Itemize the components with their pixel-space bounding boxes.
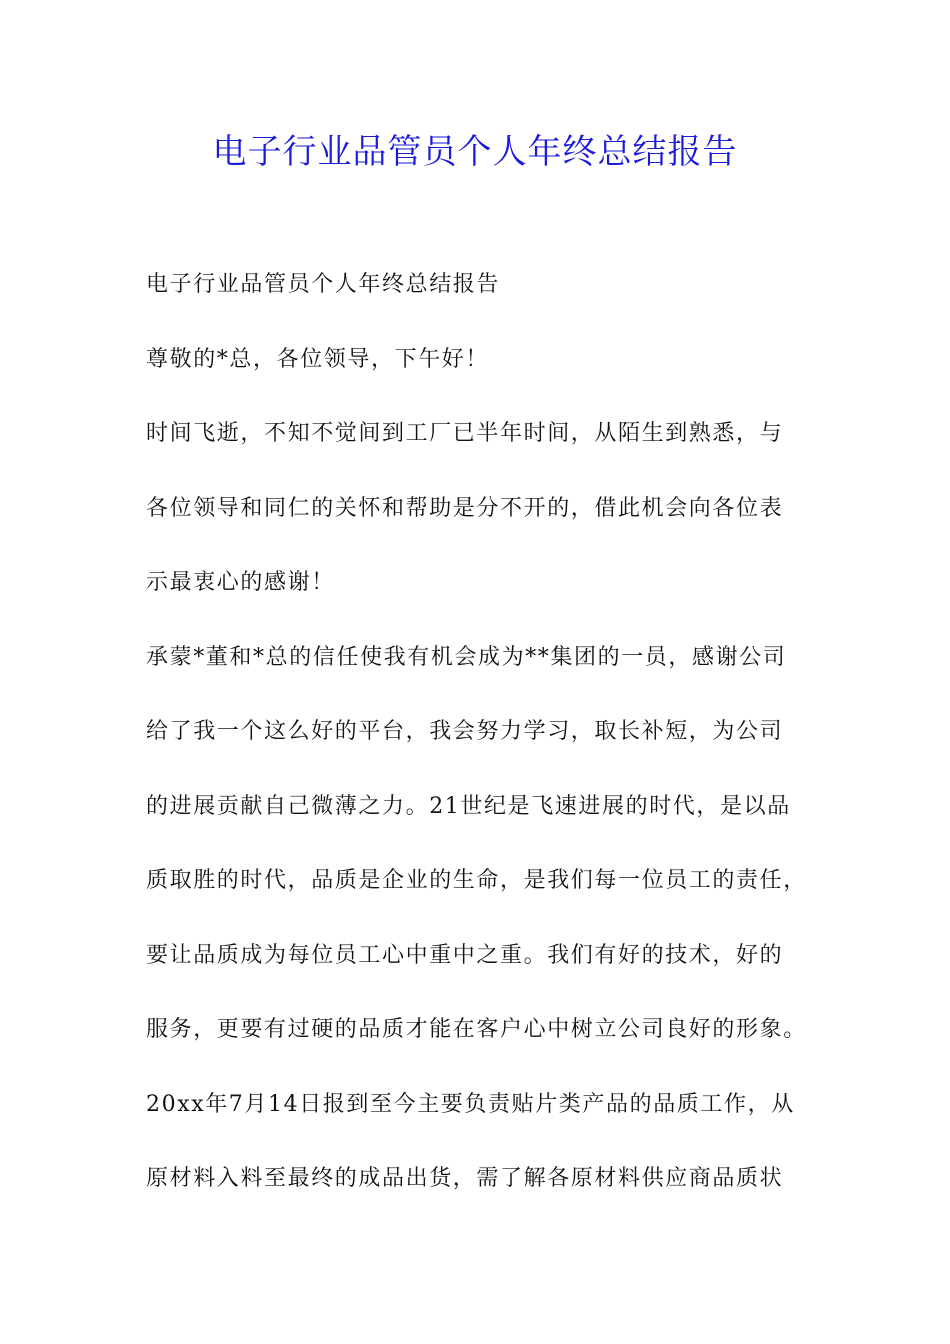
document-title: 电子行业品管员个人年终总结报告 <box>212 132 738 172</box>
body-line: 要让品质成为每位员工心中重中之重。我们有好的技术，好的 <box>146 942 784 968</box>
body-line: 各位领导和同仁的关怀和帮助是分不开的，借此机会向各位表 <box>146 495 784 521</box>
body-line: 20xx年7月14日报到至今主要负责贴片类产品的品质工作，从 <box>146 1091 795 1117</box>
body-line: 时间飞逝，不知不觉间到工厂已半年时间，从陌生到熟悉，与 <box>146 421 784 446</box>
body-line: 给了我一个这么好的平台，我会努力学习，取长补短，为公司 <box>146 719 784 744</box>
body-line: 电子行业品管员个人年终总结报告 <box>146 272 501 297</box>
body-line: 示最衷心的感谢！ <box>146 570 335 595</box>
body-line: 尊敬的*总，各位领导，下午好！ <box>146 346 490 372</box>
body-line: 的进展贡献自己微薄之力。21世纪是飞速进展的时代，是以品 <box>146 793 791 819</box>
body-line: 承蒙*董和*总的信任使我有机会成为**集团的一员，感谢公司 <box>146 644 787 670</box>
body-line: 原材料入料至最终的成品出货，需了解各原材料供应商品质状 <box>146 1166 784 1191</box>
document-body <box>146 262 826 1231</box>
body-line: 服务，更要有过硬的品质才能在客户心中树立公司良好的形象。 <box>146 1017 807 1042</box>
body-line: 质取胜的时代，品质是企业的生命，是我们每一位员工的责任， <box>146 868 807 893</box>
